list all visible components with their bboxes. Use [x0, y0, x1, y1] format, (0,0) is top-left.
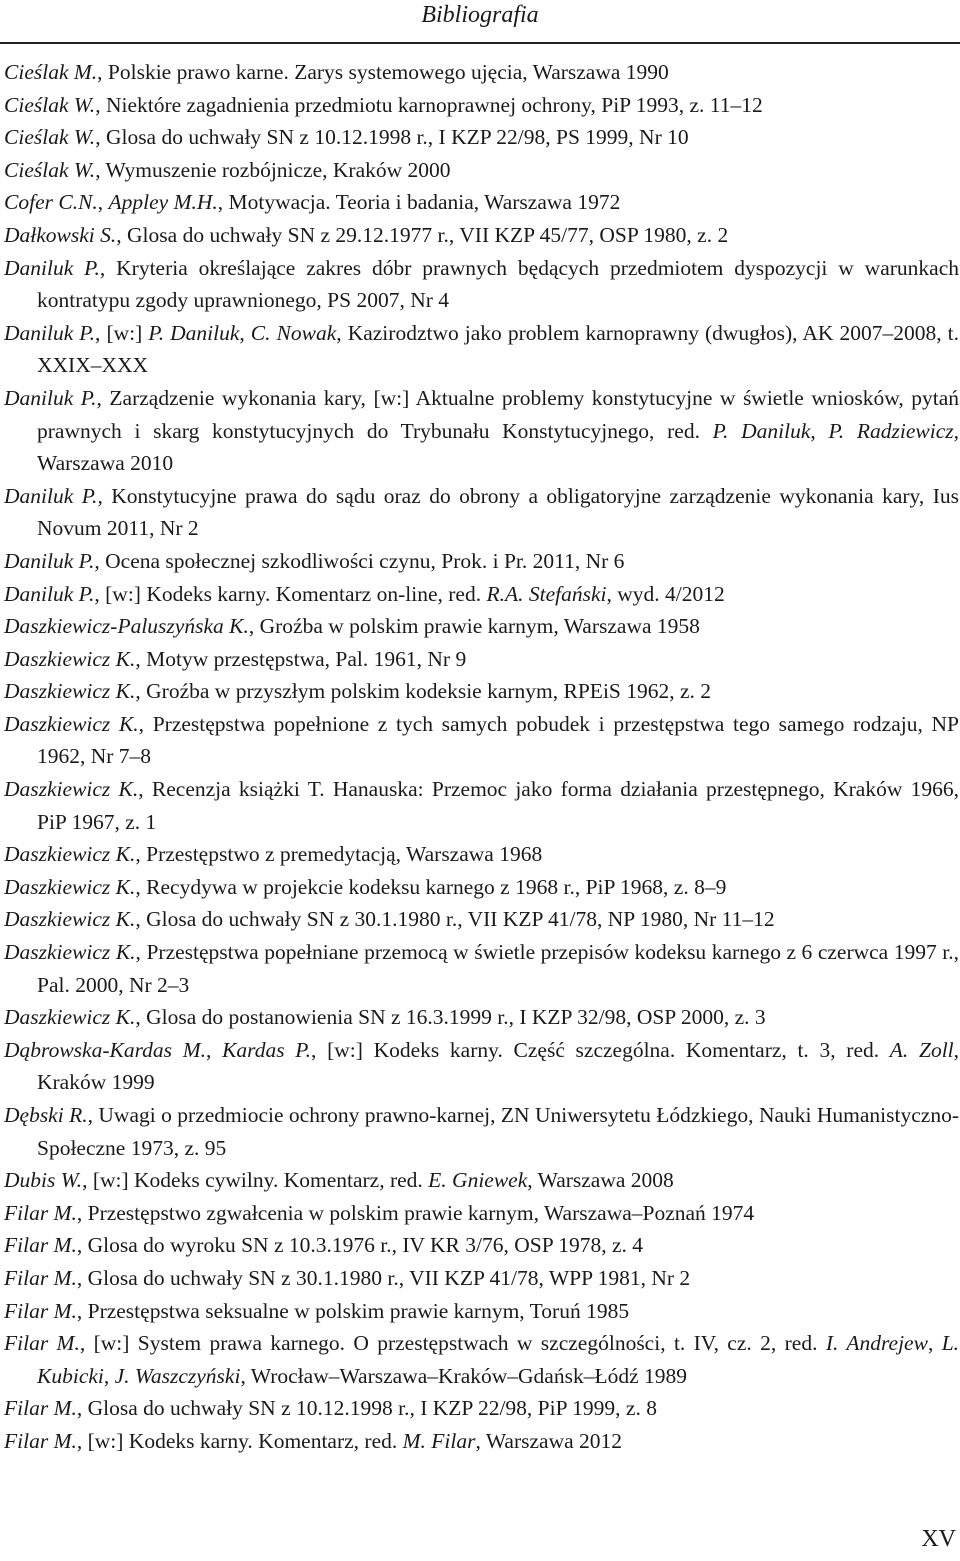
bibliography-entry	[4, 252, 959, 317]
entry-text: , Motywacja. Teoria i badania, Warszawa 1972	[217, 190, 621, 215]
bibliography-entry	[4, 773, 959, 838]
entry-text: , Wrocław–Warszawa–Kraków–Gdańsk–Łódź 1989	[240, 1363, 688, 1388]
bibliography-entry	[4, 219, 959, 252]
bibliography-entry	[4, 1197, 959, 1230]
bibliography-entry	[4, 610, 959, 643]
entry-text: ,	[206, 1037, 223, 1062]
entry-author: Cofer C.N.	[4, 190, 98, 215]
entry-text: , [w:] System prawa karnego. O przestępstwach w szczególności, t. IV, cz. 2, red.	[79, 1331, 826, 1356]
entry-text: ,	[927, 1331, 942, 1356]
entry-author: Daszkiewicz K.	[4, 777, 139, 802]
entry-text: , Motyw przestępstwa, Pal. 1961, Nr 9	[135, 646, 467, 671]
bibliography-entry	[4, 1001, 959, 1034]
bibliography-entry	[4, 675, 959, 708]
entry-text: , Konstytucyjne prawa do sądu oraz do obrony a obligatoryjne zarządzenie wykonania kary, Ius Novum 2011, Nr 2	[37, 483, 959, 541]
entry-text: , Przestępstwa popełnione z tych samych pobudek i przestępstwa tego samego rodzaju, NP 1962, Nr 7–8	[37, 711, 959, 769]
entry-author: E. Gniewek	[428, 1168, 528, 1193]
bibliography-entry	[4, 1229, 959, 1262]
bibliography-entry	[4, 903, 959, 936]
entry-author: Daniluk P.	[4, 548, 95, 573]
entry-text: , [w:] Kodeks cywilny. Komentarz, red.	[82, 1168, 429, 1193]
entry-text: , Glosa do uchwały SN z 29.12.1977 r., VII KZP 45/77, OSP 1980, z. 2	[116, 222, 729, 247]
entry-text: , [w:] Kodeks karny. Komentarz on-line, red.	[94, 581, 487, 606]
entry-author: Filar M.	[4, 1298, 77, 1323]
entry-author: Daniluk P.	[4, 581, 95, 606]
entry-author: Daszkiewicz K.	[4, 1005, 136, 1030]
entry-author: P. Radziewicz	[828, 418, 954, 443]
entry-author: L. Kubicki	[37, 1331, 960, 1388]
entry-author: Filar M.	[4, 1428, 77, 1453]
bibliography-entry	[4, 936, 959, 1001]
bibliography-entry	[4, 382, 959, 480]
entry-text: , Glosa do postanowienia SN z 16.3.1999 r., I KZP 32/98, OSP 2000, z. 3	[135, 1005, 766, 1030]
entry-author: I. Andrejew	[825, 1331, 928, 1356]
entry-author: Daszkiewicz K.	[4, 711, 139, 736]
entry-text: , Kryteria określające zakres dóbr prawnych będących przedmiotem dyspozycji w warunkach kontratypu zgody uprawnionego, PS 2007, Nr 4	[37, 255, 959, 313]
entry-text: , Glosa do uchwały SN z 30.1.1980 r., VII KZP 41/78, WPP 1981, Nr 2	[76, 1265, 691, 1290]
entry-text: , Groźba w polskim prawie karnym, Warszawa 1958	[248, 614, 700, 639]
entry-author: Daniluk P.	[4, 320, 96, 345]
page-number: XV	[921, 1526, 956, 1552]
bibliography-entry	[4, 1164, 959, 1197]
entry-author: A. Zoll	[889, 1037, 954, 1062]
bibliography-entry	[4, 871, 959, 904]
entry-text: ,	[810, 418, 829, 443]
entry-author: Cieślak W.	[4, 157, 96, 182]
entry-text: , [w:] Kodeks karny. Komentarz, red.	[76, 1428, 403, 1453]
entry-author: Appley M.H.	[108, 190, 218, 215]
entry-author: Cieślak M.	[4, 60, 98, 84]
entry-text: , [w:]	[95, 320, 149, 345]
entry-author: Daniluk P.	[4, 255, 100, 280]
bibliography-entry	[4, 643, 959, 676]
entry-author: P. Daniluk	[712, 418, 811, 443]
entry-text: , Wymuszenie rozbójnicze, Kraków 2000	[95, 157, 451, 182]
bibliography-entry	[4, 1295, 959, 1328]
entry-text: , Recydywa w projekcie kodeksu karnego z 1968 r., PiP 1968, z. 8–9	[135, 874, 727, 899]
entry-text: , Warszawa 2008	[527, 1168, 674, 1193]
entry-text: , Zarządzenie wykonania kary, [w:] Aktualne problemy konstytucyjne w świetle wniosków, pytań prawnych i skarg konstytucyjnych do Trybunału Konstytucyjnego, red.	[37, 385, 959, 443]
entry-text: , Glosa do wyroku SN z 10.3.1976 r., IV KR 3/76, OSP 1978, z. 4	[76, 1233, 644, 1258]
entry-text: , Przestępstwa popełniane przemocą w świetle przepisów kodeksu karnego z 6 czerwca 1997 r., Pal. 2000, Nr 2–3	[37, 940, 960, 997]
entry-text: , Ocena społecznej szkodliwości czynu, Prok. i Pr. 2011, Nr 6	[94, 548, 625, 573]
entry-text: , Polskie prawo karne. Zarys systemowego ujęcia, Warszawa 1990	[97, 60, 669, 84]
bibliography-entry	[4, 121, 959, 154]
entry-author: Daszkiewicz K.	[4, 940, 136, 965]
entry-text: , Glosa do uchwały SN z 30.1.1980 r., VII KZP 41/78, NP 1980, Nr 11–12	[135, 907, 775, 932]
entry-author: R.A. Stefański	[486, 581, 607, 606]
entry-text: ,	[97, 190, 109, 215]
entry-author: Daszkiewicz K.	[4, 842, 136, 867]
bibliography-entry	[4, 838, 959, 871]
entry-author: Daszkiewicz-Paluszyńska K.	[4, 614, 249, 639]
bibliography-entry	[4, 1327, 959, 1392]
entry-text: , Przestępstwa seksualne w polskim prawie karnym, Toruń 1985	[76, 1298, 630, 1323]
entry-author: P. Daniluk	[148, 320, 240, 345]
entry-author: C. Nowak	[250, 320, 337, 345]
bibliography-entry	[4, 1034, 959, 1099]
bibliography-entry	[4, 1392, 959, 1425]
bibliography-entry	[4, 708, 959, 773]
entry-text: ,	[103, 1363, 115, 1388]
entry-author: Cieślak W.	[4, 125, 96, 150]
entry-text: , wyd. 4/2012	[606, 581, 725, 606]
entry-text: , Warszawa 2012	[475, 1428, 623, 1453]
entry-author: Filar M.	[4, 1200, 77, 1225]
page-header	[0, 0, 960, 46]
entry-text: , Glosa do uchwały SN z 10.12.1998 r., I KZP 22/98, PiP 1999, z. 8	[76, 1396, 657, 1421]
entry-author: Filar M.	[4, 1233, 77, 1258]
entry-author: J. Waszczyński	[114, 1363, 241, 1388]
entry-author: Filar M.	[4, 1396, 77, 1421]
entry-text: ,	[239, 320, 251, 345]
entry-author: Daszkiewicz K.	[4, 907, 136, 932]
entry-author: Filar M.	[4, 1331, 80, 1356]
entry-text: , Przestępstwo z premedytacją, Warszawa 1968	[135, 842, 543, 867]
bibliography-entry	[4, 317, 959, 382]
entry-text: , Niektóre zagadnienia przedmiotu karnoprawnej ochrony, PiP 1993, z. 11–12	[95, 92, 763, 117]
bibliography-entry	[4, 186, 959, 219]
header-rule	[0, 42, 960, 44]
running-head: Bibliografia	[421, 2, 539, 28]
entry-text: , Groźba w przyszłym polskim kodeksie karnym, RPEiS 1962, z. 2	[135, 679, 712, 704]
entry-text: , Przestępstwo zgwałcenia w polskim prawie karnym, Warszawa–Poznań 1974	[76, 1200, 755, 1225]
bibliography-list	[4, 56, 959, 1458]
bibliography-entry	[4, 480, 959, 545]
bibliography-entry	[4, 154, 959, 187]
entry-author: Daniluk P.	[4, 483, 98, 508]
entry-author: Dąbrowska-Kardas M.	[4, 1037, 206, 1062]
entry-author: Daszkiewicz K.	[4, 679, 136, 704]
entry-author: Dałkowski S.	[4, 222, 117, 247]
entry-author: Daszkiewicz K.	[4, 646, 136, 671]
entry-author: Daszkiewicz K.	[4, 874, 136, 899]
entry-text: , Kraków 1999	[37, 1037, 960, 1095]
bibliography-entry	[4, 1262, 959, 1295]
entry-text: , Warszawa 2010	[37, 418, 959, 476]
bibliography-entry	[4, 56, 959, 89]
entry-text: , Uwagi o przedmiocie ochrony prawno-karnej, ZN Uniwersytetu Łódzkiego, Nauki Humanistyczno-Społeczne 1973, z. 95	[37, 1103, 959, 1160]
entry-text: , Kazirodztwo jako problem karnoprawny (dwugłos), AK 2007–2008, t. XXIX–XXX	[37, 320, 959, 378]
bibliography-entry	[4, 89, 959, 122]
entry-author: Daniluk P.	[4, 385, 97, 410]
bibliography-entry	[4, 1099, 959, 1164]
entry-text: , Recenzja książki T. Hanauska: Przemoc jako forma działania przestępnego, Kraków 1966, PiP 1967, z. 1	[37, 777, 959, 834]
entry-author: Cieślak W.	[4, 92, 96, 117]
entry-author: Dubis W.	[4, 1168, 83, 1193]
entry-text: , [w:] Kodeks karny. Część szczególna. Komentarz, t. 3, red.	[311, 1037, 890, 1062]
entry-author: Filar M.	[4, 1265, 77, 1290]
entry-author: Kardas P.	[222, 1037, 312, 1062]
bibliography-entry	[4, 1425, 959, 1458]
bibliography-entry	[4, 545, 959, 578]
entry-author: M. Filar	[402, 1428, 476, 1453]
entry-author: Dębski R.	[4, 1103, 88, 1127]
bibliography-entry	[4, 578, 959, 611]
entry-text: , Glosa do uchwały SN z 10.12.1998 r., I KZP 22/98, PS 1999, Nr 10	[95, 125, 689, 150]
